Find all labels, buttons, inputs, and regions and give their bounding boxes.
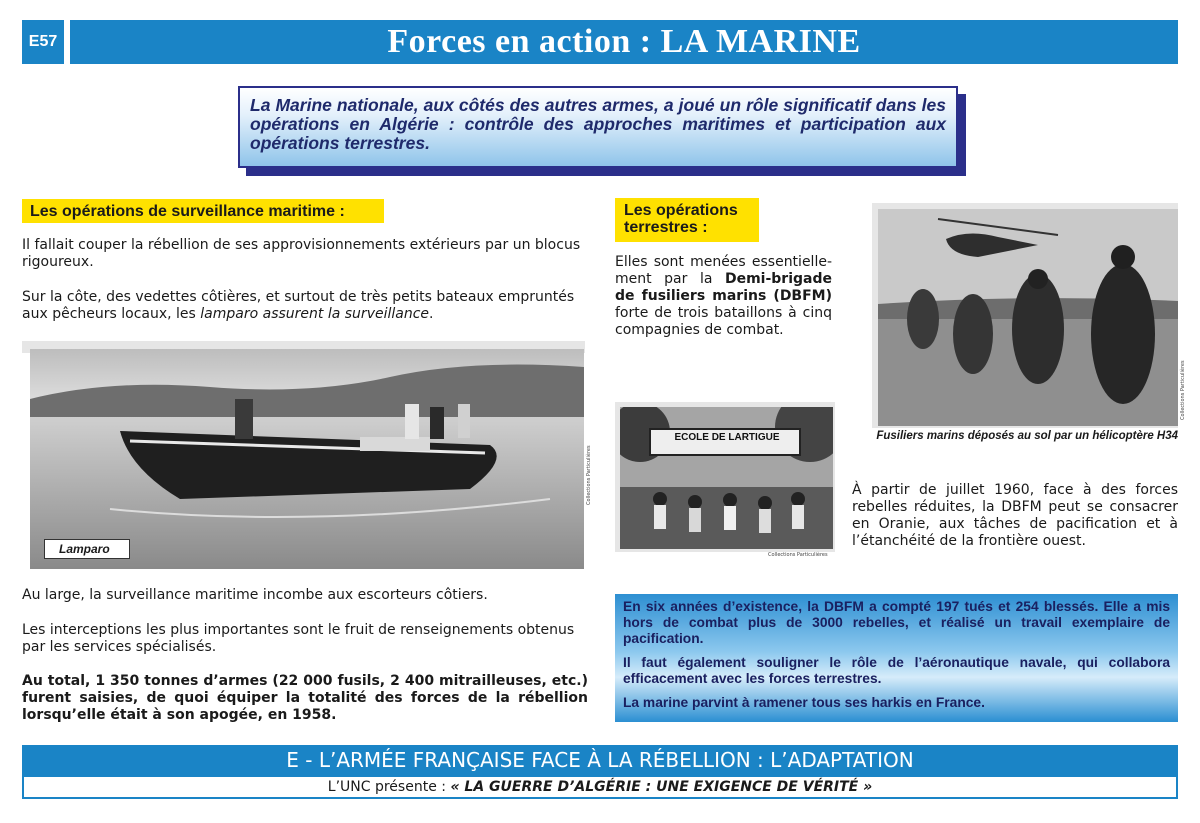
page-title: Forces en action : LA MARINE: [70, 20, 1178, 64]
lamparo-photo: [30, 349, 584, 569]
school-photo-image: [620, 407, 833, 549]
heading-terrestres-line1: Les opérations: [624, 202, 738, 219]
heli-photo-image: [878, 209, 1178, 426]
footer-title: E - L’ARMÉE FRANÇAISE FACE À LA RÉBELLION : L’ADAPTATION: [22, 745, 1178, 775]
heli-caption: Fusiliers marins déposés au sol par un hélicoptère H34: [876, 430, 1178, 442]
surveillance-p3: Au large, la surveillance maritime incombe aux escorteurs côtiers.: [22, 587, 488, 603]
intro-box: La Marine nationale, aux côtés des autres armes, a joué un rôle significatif dans les opérations en Algérie : contrôle des approches maritimes et participation aux opérations terrestres.: [238, 86, 958, 168]
school-photo: [620, 407, 833, 549]
terrestres-p1: [615, 254, 832, 339]
surveillance-p2-end: .: [429, 306, 434, 322]
lamparo-caption: Lamparo: [44, 539, 130, 559]
surveillance-p2-start: Sur la côte, des vedettes côtières, et surtout de très petits bateaux empruntés aux pêcheurs locaux, les: [22, 289, 575, 322]
surveillance-p2: [22, 289, 588, 323]
info-box-p1: En six années d’existence, la DBFM a compté 197 tués et 254 blessés. Elle a mis hors de combat plus de 3000 rebelles, et réalisé un travail exemplaire de pacification.: [623, 599, 1170, 646]
surveillance-p1: Il fallait couper la rébellion de ses approvisionnements extérieurs par un blocus rigoureux.: [22, 237, 581, 270]
school-sign: ECOLE DE LARTIGUE: [674, 432, 780, 443]
footer-subtitle: [22, 775, 1178, 799]
heading-terrestres-line2: terrestres :: [624, 219, 708, 236]
info-box: [615, 594, 1178, 722]
lamparo-photo-image: [30, 349, 584, 569]
heading-terrestres: [615, 198, 759, 242]
heading-surveillance: Les opérations de surveillance maritime :: [22, 199, 384, 223]
terrestres-p1-start: Elles sont menées essentielle-ment par la: [615, 254, 832, 287]
terrestres-p2: À partir de juillet 1960, face à des forces rebelles réduites, la DBFM peut se consacrer en Oranie, aux tâches de pacification et à l’étanchéité de la frontière ouest.: [852, 482, 1178, 549]
footer-subtitle-title: « LA GUERRE D’ALGÉRIE : UNE EXIGENCE DE VÉRITÉ »: [450, 779, 873, 795]
footer-subtitle-prefix: L’UNC présente :: [327, 779, 451, 795]
school-credit: Collections Particulières: [768, 552, 828, 558]
heli-photo: [878, 209, 1178, 426]
info-box-p2: Il faut également souligner le rôle de l’aéronautique navale, qui collabora efficacement avec les forces terrestres.: [623, 655, 1170, 686]
terrestres-p1-end: forte de trois bataillons à cinq compagnies de combat.: [615, 305, 832, 338]
info-box-p3: La marine parvint à ramener tous ses harkis en France.: [623, 695, 985, 710]
terrestres-p1-bold: Demi-brigade de fusiliers marins (DBFM): [615, 271, 832, 304]
page-code: E57: [22, 20, 64, 64]
surveillance-p4: Les interceptions les plus importantes sont le fruit de renseignements obtenus par les services spécialisés.: [22, 622, 575, 655]
lamparo-credit: Collections Particulières: [586, 445, 592, 505]
heli-credit: Collections Particulières: [1180, 360, 1186, 420]
surveillance-p5: Au total, 1 350 tonnes d’armes (22 000 fusils, 2 400 mitrailleuses, etc.) furent saisies, de quoi équiper la totalité des forces de la rébellion lorsqu’elle était à son apogée, en 1958.: [22, 673, 588, 723]
surveillance-p2-italic: lamparo assurent la surveillance: [200, 306, 430, 322]
